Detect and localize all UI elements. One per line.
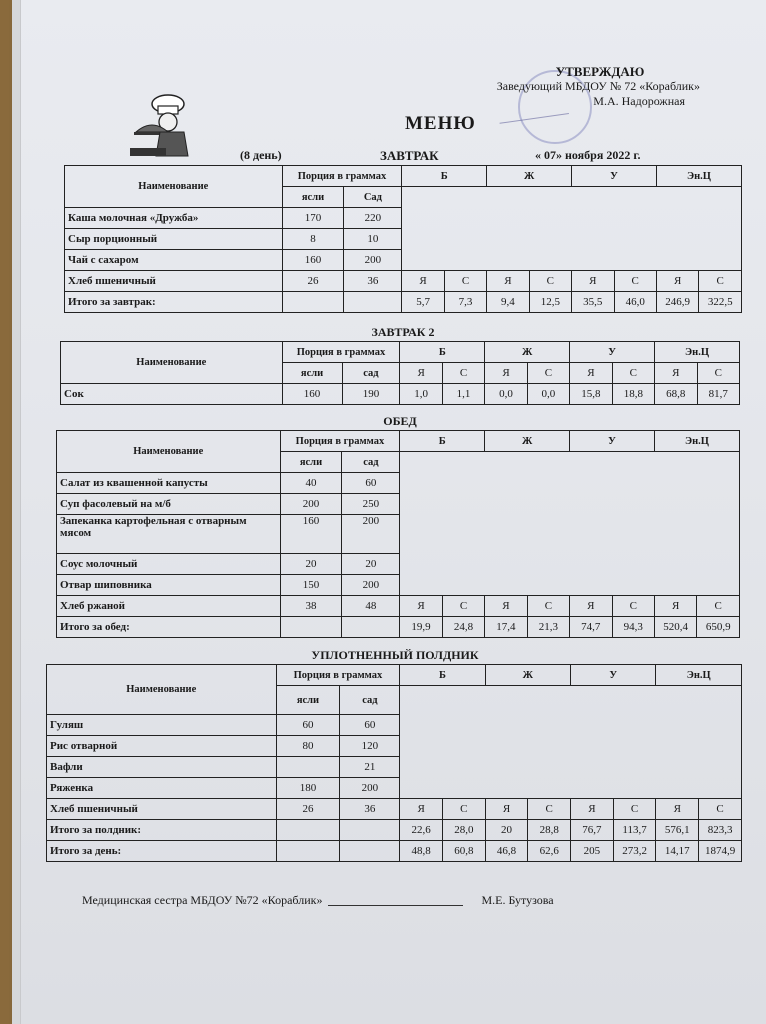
col-name-header: Наименование: [57, 431, 281, 473]
s-label: С: [529, 271, 571, 292]
dish-name: Суп фасолевый на м/б: [57, 494, 281, 515]
table-row: [57, 596, 740, 617]
total-value: 113,7: [613, 820, 656, 841]
total-value: 19,9: [400, 617, 442, 638]
table-row: [47, 799, 742, 820]
col-yasli: ясли: [276, 686, 340, 715]
ya-label: Я: [485, 799, 528, 820]
signature-line: [328, 905, 463, 906]
portion-sad: 60: [340, 715, 400, 736]
approval-block: [440, 64, 740, 109]
approve-title: УТВЕРЖДАЮ: [555, 64, 645, 79]
col-b-header: Б: [402, 166, 487, 187]
portion-sad: 200: [340, 778, 400, 799]
total-row: [47, 820, 742, 841]
breakfast-table: [64, 165, 742, 313]
col-b-header: Б: [400, 665, 485, 686]
ya-label: Я: [656, 271, 698, 292]
total-value: 46,0: [614, 292, 656, 313]
portion-yasli: 80: [276, 736, 340, 757]
col-u-header: У: [571, 665, 656, 686]
total-row: [65, 292, 742, 313]
blank-cell: [402, 187, 742, 271]
portion-sad: 21: [340, 757, 400, 778]
breakfast2-heading: ЗАВТРАК 2: [371, 325, 435, 339]
portion-sad: 200: [344, 250, 402, 271]
portion-sad: 200: [342, 515, 400, 554]
day-total-value: 60,8: [443, 841, 486, 862]
s-label: С: [699, 271, 742, 292]
col-name-header: Наименование: [65, 166, 283, 208]
portion-sad: 120: [340, 736, 400, 757]
col-zh-header: Ж: [487, 166, 572, 187]
col-portion-header: Порция в граммах: [280, 431, 400, 452]
nurse-name: М.Е. Бутузова: [481, 893, 554, 907]
nutrient-value: 81,7: [697, 384, 740, 405]
day-total-row: [47, 841, 742, 862]
ya-label: Я: [571, 799, 614, 820]
day-total-value: 205: [571, 841, 614, 862]
ya-label: Я: [485, 596, 527, 617]
col-sad: сад: [342, 363, 400, 384]
col-portion-header: Порция в граммах: [282, 342, 400, 363]
table-row: [65, 271, 742, 292]
nutrient-value: 68,8: [655, 384, 697, 405]
s-label: С: [444, 271, 486, 292]
col-en-header: Эн.Ц: [656, 665, 742, 686]
nutrient-value: 1,0: [400, 384, 442, 405]
dish-name: Салат из квашенной капусты: [57, 473, 281, 494]
portion-sad: 10: [344, 229, 402, 250]
portion-yasli: 170: [282, 208, 344, 229]
total-value: 17,4: [485, 617, 527, 638]
ya-label: Я: [400, 363, 442, 384]
col-sad: Сад: [344, 187, 402, 208]
s-label: С: [699, 799, 742, 820]
dish-name: Каша молочная «Дружба»: [65, 208, 283, 229]
dish-name: Гуляш: [47, 715, 277, 736]
portion-yasli: 40: [280, 473, 342, 494]
table-row: [61, 384, 740, 405]
total-value: 246,9: [656, 292, 698, 313]
s-label: С: [612, 363, 654, 384]
col-yasli: ясли: [280, 452, 342, 473]
day-total-label: Итого за день:: [47, 841, 277, 862]
nutrient-value: 0,0: [485, 384, 527, 405]
portion-sad: 20: [342, 554, 400, 575]
s-label: С: [612, 596, 654, 617]
total-label: Итого за завтрак:: [65, 292, 283, 313]
s-label: С: [442, 363, 484, 384]
col-yasli: ясли: [282, 363, 342, 384]
lunch-table: [56, 430, 740, 638]
portion-sad: 48: [342, 596, 400, 617]
col-en-header: Эн.Ц: [655, 342, 740, 363]
ya-label: Я: [485, 363, 527, 384]
ya-label: Я: [487, 271, 529, 292]
portion-yasli: 200: [280, 494, 342, 515]
col-b-header: Б: [400, 342, 485, 363]
total-value: 823,3: [699, 820, 742, 841]
dish-name: Отвар шиповника: [57, 575, 281, 596]
dish-name: Чай с сахаром: [65, 250, 283, 271]
total-row: [57, 617, 740, 638]
portion-yasli: 160: [282, 384, 342, 405]
ya-label: Я: [570, 363, 612, 384]
dish-name: Запеканка картофельная с отварным мясом: [57, 515, 281, 554]
s-label: С: [613, 799, 656, 820]
s-label: С: [614, 271, 656, 292]
col-b-header: Б: [400, 431, 485, 452]
total-value: 520,4: [654, 617, 696, 638]
col-u-header: У: [570, 431, 655, 452]
portion-yasli: [276, 757, 340, 778]
col-en-header: Эн.Ц: [656, 166, 741, 187]
total-value: 28,0: [443, 820, 486, 841]
portion-yasli: 26: [282, 271, 344, 292]
col-u-header: У: [572, 166, 657, 187]
total-label: Итого за обед:: [57, 617, 281, 638]
total-value: 7,3: [444, 292, 486, 313]
ya-label: Я: [400, 799, 443, 820]
day-total-value: 62,6: [528, 841, 571, 862]
s-label: С: [527, 596, 569, 617]
day-number: (8 день): [240, 148, 282, 162]
col-portion-header: Порция в граммах: [282, 166, 402, 187]
total-value: 20: [485, 820, 528, 841]
ya-label: Я: [656, 799, 699, 820]
nutrient-value: 0,0: [527, 384, 569, 405]
ya-label: Я: [402, 271, 444, 292]
portion-yasli: 26: [276, 799, 340, 820]
snack-table: [46, 664, 742, 862]
nurse-position: Медицинская сестра МБДОУ №72 «Кораблик»: [82, 893, 323, 907]
dish-name: Соус молочный: [57, 554, 281, 575]
s-label: С: [528, 799, 571, 820]
total-value: 76,7: [571, 820, 614, 841]
approve-name: М.А. Надорожная: [593, 94, 685, 108]
page-title: МЕНЮ: [405, 113, 476, 134]
lunch-heading: ОБЕД: [383, 414, 417, 428]
dish-name: Хлеб пшеничный: [47, 799, 277, 820]
col-sad: сад: [340, 686, 400, 715]
dish-name: Вафли: [47, 757, 277, 778]
dish-name: Сыр порционный: [65, 229, 283, 250]
col-zh-header: Ж: [485, 665, 570, 686]
day-total-value: 1874,9: [699, 841, 742, 862]
nutrient-value: 15,8: [570, 384, 612, 405]
total-value: 5,7: [402, 292, 444, 313]
total-value: 74,7: [570, 617, 612, 638]
portion-yasli: 20: [280, 554, 342, 575]
portion-yasli: 160: [282, 250, 344, 271]
chef-icon: [130, 92, 206, 158]
col-name-header: Наименование: [47, 665, 277, 715]
portion-sad: 200: [342, 575, 400, 596]
portion-yasli: 160: [280, 515, 342, 554]
portion-sad: 36: [340, 799, 400, 820]
menu-date: « 07» ноября 2022 г.: [535, 148, 641, 162]
portion-yasli: 180: [276, 778, 340, 799]
col-zh-header: Ж: [485, 342, 570, 363]
portion-yasli: 150: [280, 575, 342, 596]
s-label: С: [442, 596, 484, 617]
nutrient-value: 18,8: [612, 384, 654, 405]
footer-signature: [82, 893, 554, 908]
total-value: 24,8: [442, 617, 484, 638]
nutrient-value: 1,1: [442, 384, 484, 405]
dish-name: Сок: [61, 384, 283, 405]
portion-yasli: 38: [280, 596, 342, 617]
day-total-value: 48,8: [400, 841, 443, 862]
total-value: 12,5: [529, 292, 571, 313]
col-sad: сад: [342, 452, 400, 473]
day-total-value: 14,17: [656, 841, 699, 862]
portion-yasli: 60: [276, 715, 340, 736]
ya-label: Я: [572, 271, 614, 292]
portion-sad: 190: [342, 384, 400, 405]
s-label: С: [443, 799, 486, 820]
ya-label: Я: [654, 596, 696, 617]
col-u-header: У: [570, 342, 655, 363]
total-value: 322,5: [699, 292, 742, 313]
total-value: 94,3: [612, 617, 654, 638]
breakfast2-table: [60, 341, 740, 405]
day-total-value: 46,8: [485, 841, 528, 862]
ya-label: Я: [400, 596, 442, 617]
total-value: 576,1: [656, 820, 699, 841]
s-label: С: [697, 596, 740, 617]
dish-name: Хлеб пшеничный: [65, 271, 283, 292]
total-value: 28,8: [528, 820, 571, 841]
dish-name: Рис отварной: [47, 736, 277, 757]
portion-sad: 220: [344, 208, 402, 229]
approve-position: Заведующий МБДОУ № 72 «Кораблик»: [496, 79, 700, 93]
col-en-header: Эн.Ц: [654, 431, 739, 452]
ya-label: Я: [655, 363, 697, 384]
portion-yasli: 8: [282, 229, 344, 250]
blank-cell: [400, 452, 740, 596]
blank-cell: [400, 686, 742, 799]
breakfast-heading: ЗАВТРАК: [380, 148, 439, 163]
day-total-value: 273,2: [613, 841, 656, 862]
s-label: С: [697, 363, 740, 384]
col-yasli: ясли: [282, 187, 344, 208]
col-portion-header: Порция в граммах: [276, 665, 400, 686]
dish-name: Хлеб ржаной: [57, 596, 281, 617]
portion-sad: 250: [342, 494, 400, 515]
portion-sad: 36: [344, 271, 402, 292]
s-label: С: [527, 363, 569, 384]
total-value: 22,6: [400, 820, 443, 841]
total-value: 9,4: [487, 292, 529, 313]
col-zh-header: Ж: [485, 431, 570, 452]
dish-name: Ряженка: [47, 778, 277, 799]
col-name-header: Наименование: [61, 342, 283, 384]
total-value: 650,9: [697, 617, 740, 638]
total-value: 21,3: [527, 617, 569, 638]
portion-sad: 60: [342, 473, 400, 494]
snack-heading: УПЛОТНЕННЫЙ ПОЛДНИК: [311, 648, 479, 662]
ya-label: Я: [570, 596, 612, 617]
total-value: 35,5: [572, 292, 614, 313]
total-label: Итого за полдник:: [47, 820, 277, 841]
